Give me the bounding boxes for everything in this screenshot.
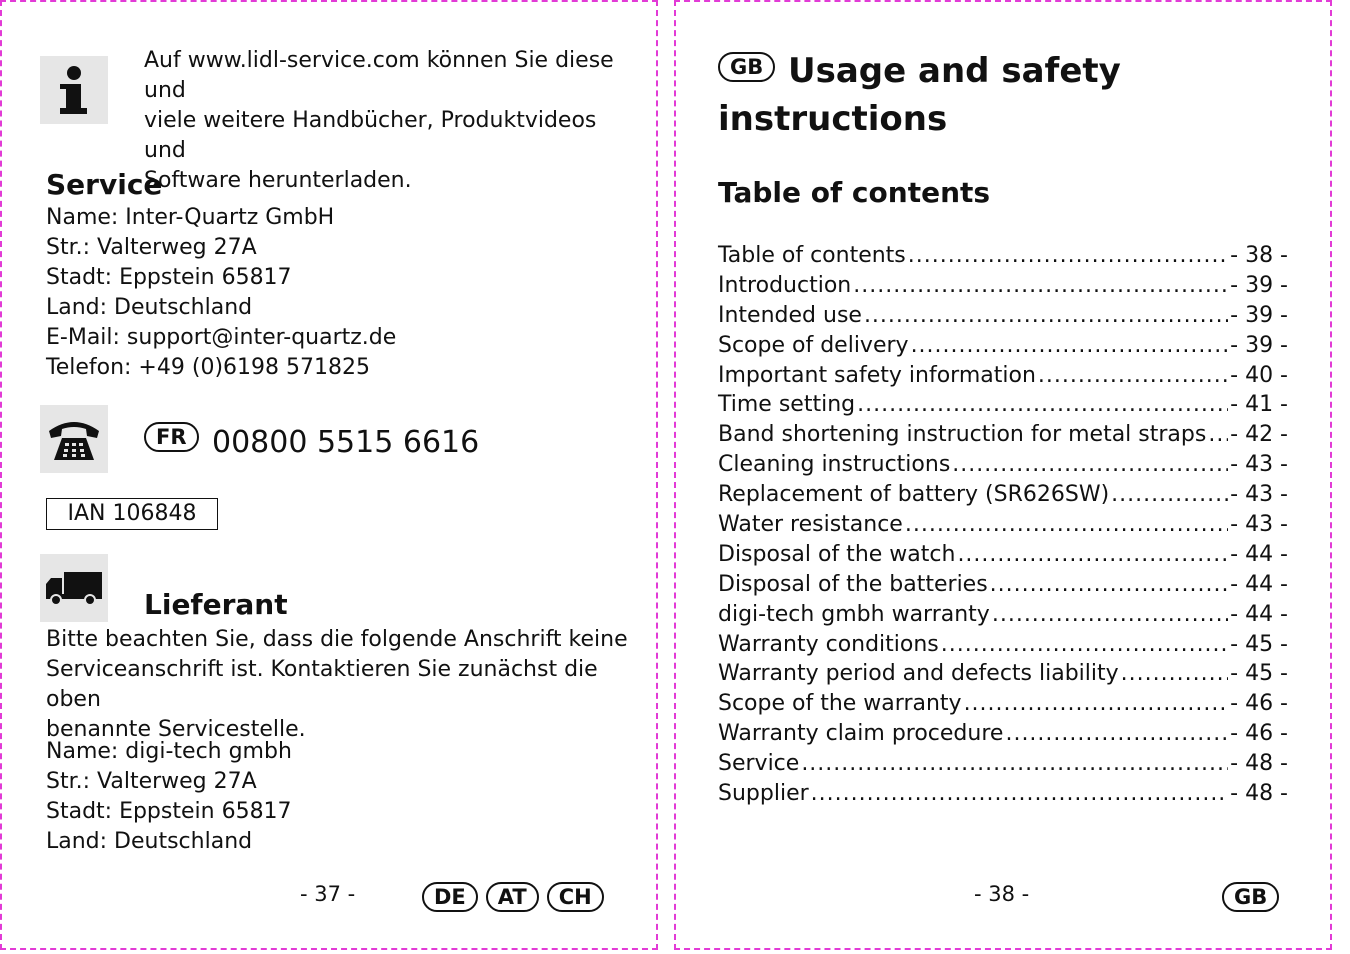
toc-leader-dots: [864, 303, 1228, 328]
page-number: - 38 -: [974, 882, 1030, 906]
toc-entry-title: Cleaning instructions: [718, 452, 951, 478]
toc-entry-page: - 40 -: [1230, 362, 1288, 388]
language-badge: GB: [718, 52, 775, 82]
toc-entry-title: Table of contents: [718, 243, 906, 268]
page-title-line1: Usage and safety: [788, 51, 1121, 91]
service-heading: Service: [46, 168, 163, 201]
toc-entry-title: Warranty claim procedure: [718, 721, 1004, 747]
toc-heading: Table of contents: [718, 176, 991, 209]
toc-entry-page: - 38 -: [1230, 243, 1288, 268]
toc-entry: [718, 303, 1288, 333]
footer-language-badge: GB: [1222, 882, 1279, 912]
toc-entry-title: Warranty conditions: [718, 631, 939, 657]
toc-entry-page: - 48 -: [1230, 781, 1288, 807]
left-page: [0, 0, 658, 950]
toc-leader-dots: [941, 632, 1228, 657]
country-badge-at: AT: [486, 882, 539, 912]
toc-leader-dots: [801, 751, 1228, 776]
toc-leader-dots: [1208, 422, 1228, 447]
toc-entry: [718, 273, 1288, 303]
toc-leader-dots: [952, 452, 1228, 477]
toc-entry-page: - 44 -: [1230, 601, 1288, 627]
toc-entry-page: - 41 -: [1230, 392, 1288, 418]
toc-leader-dots: [857, 392, 1228, 417]
toc-entry-title: Disposal of the watch: [718, 541, 956, 567]
toc-entry-page: - 39 -: [1230, 332, 1288, 358]
toc-entry-title: digi-tech gmbh warranty: [718, 601, 990, 627]
toc-entry: [718, 452, 1288, 482]
toc-entry-page: - 45 -: [1230, 631, 1288, 657]
toc-entry-title: Supplier: [718, 781, 809, 807]
page-title-line2: instructions: [718, 99, 948, 139]
toc-entry: [718, 542, 1288, 572]
toc-entry: [718, 333, 1288, 363]
toc-leader-dots: [853, 273, 1228, 298]
toc-entry-title: Service: [718, 751, 800, 777]
toc-leader-dots: [1111, 482, 1228, 507]
toc-entry: [718, 363, 1288, 393]
page-number: - 37 -: [300, 882, 356, 906]
toc-entry-title: Important safety information: [718, 362, 1036, 388]
hotline-country-badge: FR: [144, 422, 199, 452]
hotline-number: 00800 5515 6616: [212, 425, 480, 460]
toc-entry: [718, 482, 1288, 512]
toc-entry-title: Replacement of battery (SR626SW): [718, 482, 1110, 508]
toc-entry: [718, 721, 1288, 751]
toc-entry: [718, 691, 1288, 721]
toc-entry-page: - 43 -: [1230, 452, 1288, 478]
toc-entry: [718, 392, 1288, 422]
info-text: Auf www.lidl-service.com können Sie diese und viele weitere Handbücher, Produktvideos und Software herunterladen.: [144, 48, 614, 193]
toc-entry-page: - 44 -: [1230, 571, 1288, 597]
toc-leader-dots: [1121, 661, 1228, 686]
toc-entry-title: Scope of delivery: [718, 332, 909, 358]
supplier-address: Name: digi-tech gmbh Str.: Valterweg 27A Stadt: Eppstein 65817 Land: Deutschland: [46, 739, 292, 854]
toc-entry-page: - 48 -: [1230, 751, 1288, 777]
country-badges: [422, 882, 604, 912]
toc-leader-dots: [957, 542, 1228, 567]
toc-leader-dots: [1005, 721, 1228, 746]
toc-entry-title: Warranty period and defects liability: [718, 661, 1119, 687]
toc-entry-page: - 46 -: [1230, 721, 1288, 747]
toc-entry-title: Scope of the warranty: [718, 691, 962, 717]
right-page: [674, 0, 1332, 950]
toc-entry: [718, 751, 1288, 781]
toc-entry-page: - 45 -: [1230, 661, 1288, 687]
toc-entry: [718, 661, 1288, 691]
toc-entry-page: - 43 -: [1230, 482, 1288, 508]
toc-entry-title: Introduction: [718, 272, 852, 298]
service-address: Name: Inter-Quartz GmbH Str.: Valterweg 27A Stadt: Eppstein 65817 Land: Deutschland E-Mail: support@inter-quartz.de Telefon: +49 (0)6198 571825: [46, 205, 397, 380]
toc-leader-dots: [811, 781, 1228, 806]
delivery-truck-icon: [40, 554, 108, 622]
toc-entry: [718, 243, 1288, 273]
toc-entry: [718, 512, 1288, 542]
toc-entry-title: Band shortening instruction for metal straps: [718, 422, 1207, 448]
toc-entry-title: Disposal of the batteries: [718, 571, 988, 597]
toc-entry: [718, 572, 1288, 602]
toc-entry-page: - 39 -: [1230, 302, 1288, 328]
supplier-note: Bitte beachten Sie, dass die folgende Anschrift keine Serviceanschrift ist. Kontaktieren Sie zunächst die oben benannte Servicestelle.: [46, 627, 628, 742]
table-of-contents: [718, 243, 1288, 811]
toc-entry-page: - 43 -: [1230, 512, 1288, 538]
supplier-heading: Lieferant: [144, 588, 288, 621]
toc-leader-dots: [964, 691, 1229, 716]
toc-entry-title: Water resistance: [718, 512, 903, 538]
ian-box: IAN 106848: [46, 498, 218, 530]
toc-leader-dots: [990, 572, 1228, 597]
toc-entry-title: Time setting: [718, 392, 856, 418]
toc-entry-title: Intended use: [718, 302, 862, 328]
toc-entry: [718, 632, 1288, 662]
toc-leader-dots: [908, 243, 1228, 268]
country-badge-ch: CH: [547, 882, 604, 912]
toc-entry: [718, 422, 1288, 452]
info-icon: [40, 56, 108, 124]
toc-entry: [718, 781, 1288, 811]
toc-entry-page: - 42 -: [1230, 422, 1288, 448]
toc-entry-page: - 44 -: [1230, 541, 1288, 567]
toc-leader-dots: [1038, 363, 1228, 388]
toc-leader-dots: [911, 333, 1229, 358]
country-badge-de: DE: [422, 882, 478, 912]
toc-leader-dots: [992, 602, 1228, 627]
toc-entry: [718, 602, 1288, 632]
toc-leader-dots: [905, 512, 1228, 537]
toc-entry-page: - 46 -: [1230, 691, 1288, 717]
telephone-icon: [40, 405, 108, 473]
toc-entry-page: - 39 -: [1230, 272, 1288, 298]
